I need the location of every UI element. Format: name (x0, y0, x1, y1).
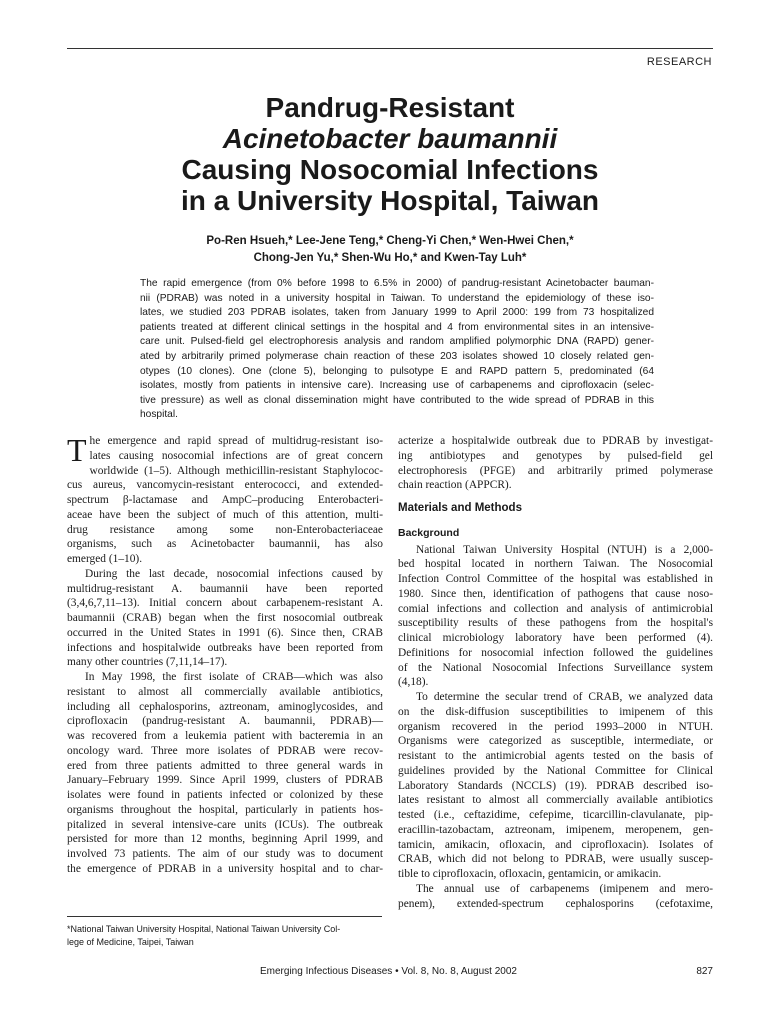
footnote-line-2: lege of Medicine, Taipei, Taiwan (67, 937, 194, 947)
title-line-2: Acinetobacter baumannii (222, 123, 558, 154)
abstract-line: hospital. (140, 409, 178, 421)
body-line: During the last decade, nosocomial infections caused by (85, 567, 383, 580)
body-line: many other countries (7,11,14–17). (67, 656, 228, 669)
drop-cap: T (67, 432, 87, 468)
body-line: January–February 1999. Since April 1999, clusters of PDRAB (67, 774, 383, 787)
abstract (140, 277, 654, 423)
body-line: organism recovered in the period 1993–2000 in NTUH. (398, 720, 713, 733)
body-line: he emergence and rapid spread of multidrug-resistant iso- (89, 435, 383, 447)
body-line: resistant to the antimicrobial agents tested on the basis of (398, 750, 713, 762)
body-line: pitalized in several intensive-care units (ICUs). The outbreak (67, 818, 383, 831)
body-line: The annual use of carbapenems (imipenem and mero- (416, 882, 713, 895)
body-line: To determine the secular trend of CRAB, we analyzed data (416, 691, 713, 703)
body-line: chain reaction (APPCR). (398, 479, 512, 492)
body-line: tible to ciprofloxacin, ofloxacin, gentamicin, or amikacin. (398, 868, 662, 880)
title-line-4: in a University Hospital, Taiwan (180, 185, 600, 216)
body-line: baumannii (CRAB) began when the first nosocomial outbreak (67, 612, 383, 624)
body-line: organisms throughout the hospital, particularly in patients hos- (67, 803, 383, 816)
body-line: 1980. Since then, identification of pathogens that cause noso- (398, 587, 713, 600)
title-line-3: Causing Nosocomial Infections (181, 154, 599, 185)
abstract-line: nii (PDRAB) was noted in a university hospital in Taiwan. To understand the epidemiology of these iso- (140, 292, 654, 304)
author-list (67, 233, 713, 267)
journal-citation: Emerging Infectious Diseases • Vol. 8, No. 8, August 2002 (260, 966, 517, 977)
page-number: 827 (696, 966, 713, 977)
body-line: lates resistant to almost all commercially available antibiotics (398, 794, 713, 807)
article-title (67, 92, 713, 216)
body-line: of the National Nosocomial Infections Surveillance system (398, 661, 713, 674)
body-line: clinical microbiology laboratory have been performed (4). (398, 632, 713, 644)
body-line: ing antibiotypes and genotypes by pulsed-field gel (398, 449, 713, 462)
abstract-line: The rapid emergence (from 0% before 1998 to 6.5% in 2000) of pandrug-resistant Acinetobacter bauman- (140, 278, 654, 289)
footnote-rule (67, 916, 382, 917)
body-line: ered from three patients admitted to three general wards in (67, 759, 383, 772)
body-line: infections and hospitalwide outbreaks have been reported from (67, 641, 383, 654)
abstract-line: ated by arbitrarily primed polymerase chain reaction of these 203 isolates showed 10 closely related gen- (140, 350, 654, 362)
abstract-line: tive pressure) as well as clonal dissemination might have contributed to the wide spread of PDRAB in this (140, 394, 654, 406)
body-line: susceptibility results of these pathogens from the hospital's (398, 617, 713, 630)
body-line: electrophoresis (PFGE) and arbitrarily primed polymerase (398, 464, 713, 477)
abstract-line: patients treated at different clinical settings in the hospital and 4 from environmental sites in an intensive- (140, 321, 654, 333)
section-heading: Materials and Methods (398, 502, 522, 514)
body-line: resistant to almost all commercially available antibiotics, (67, 685, 383, 698)
body-line: occurred in the United States in 1991 (6). Since then, CRAB (67, 626, 383, 639)
body-line: persisted for more than 12 months, beginning April 1999, and (67, 833, 383, 846)
abstract-line: isolates, mostly from patients in intensive care). Increasing use of carbapenems and ciprofloxacin (selec- (140, 380, 654, 392)
body-line: Laboratory Standards (NCCLS) (19). PDRAB described iso- (398, 779, 713, 792)
body-line: In May 1998, the first isolate of CRAB—which was also (85, 671, 383, 683)
title-line-1: Pandrug-Resistant (265, 92, 515, 123)
body-line: Definitions for nosocomial infection followed the guidelines (398, 646, 713, 659)
body-line: involved 73 patients. The aim of our study was to document (67, 848, 383, 860)
subsection-heading: Background (398, 526, 460, 539)
body-line: tamicin, amikacin, ofloxacin, and ciprofloxacin). Isolates of (398, 838, 713, 851)
body-line: emerged (1–10). (67, 553, 143, 565)
body-line: including all cephalosporins, aztreonam, aminoglycosides, and (67, 700, 383, 713)
abstract-line: care unit. Pulsed-field gel electrophoresis analysis and random amplified polymorphic DNA (RAPD) gener- (140, 336, 654, 348)
body-line: oncology ward. Three more isolates of PDRAB were recov- (67, 744, 383, 757)
body-line: the emergence of PDRAB in a university hospital and to char- (67, 862, 383, 875)
body-line: ciprofloxacin (pandrug-resistant A. baumannii, PDRAB)— (67, 715, 383, 728)
body-line: bed hospital located in northern Taiwan. The Nosocomial (398, 558, 713, 571)
body-column-left (67, 434, 383, 877)
body-line: comial infections and collection and analysis of antimicrobial (398, 602, 713, 615)
abstract-line: otypes (10 clones). One (clone 5), belonging to pulsotype E and RAPD pattern 5, predominated (64 (140, 365, 654, 377)
body-line: worldwide (1–5). Although methicillin-resistant Staphylococ- (89, 464, 383, 477)
body-line: cus aureus, vancomycin-resistant enterococci, and extended- (67, 479, 383, 492)
body-line: multidrug-resistant A. baumannii have been reported (67, 582, 383, 595)
body-line: CRAB, which did not belong to PDRAB, were usually suscep- (398, 853, 713, 866)
section-label: RESEARCH (646, 56, 712, 68)
abstract-line: lates, we studied 203 PDRAB isolates, taken from January 1999 to April 2000: 199 from 73 hospitalized (140, 307, 654, 319)
body-line: acterize a hospitalwide outbreak due to PDRAB by investigat- (398, 435, 713, 447)
authors-line-1: Po-Ren Hsueh,* Lee-Jene Teng,* Cheng-Yi Chen,* Wen-Hwei Chen,* (206, 235, 574, 247)
body-line: eracillin-tazobactam, aztreonam, imipenem, meropenem, gen- (398, 823, 713, 836)
body-column-right (398, 434, 713, 911)
body-line: Organisms were categorized as susceptible, intermediate, or (398, 735, 713, 748)
body-line: aceae have been the subject of much of this attention, multi- (67, 508, 383, 521)
body-line: guidelines provided by the National Committee for Clinical (398, 764, 713, 777)
body-line: drug resistance among some non-Enterobacteriaceae (67, 523, 383, 536)
body-line: organisms, such as Acinetobacter baumannii, has also (67, 538, 383, 551)
body-line: on the disk-diffusion susceptibilities to imipenem of this (398, 705, 713, 718)
body-line: lates causing nosocomial infections are of great concern (89, 449, 383, 462)
body-line: National Taiwan University Hospital (NTUH) is a 2,000- (416, 543, 713, 556)
body-line: spectrum β-lactamase and AmpC–producing Enterobacteri- (67, 494, 383, 506)
body-line: penem), extended-spectrum cephalosporins (cefotaxime, (398, 897, 713, 910)
authors-line-2: Chong-Jen Yu,* Shen-Wu Ho,* and Kwen-Tay Luh* (253, 252, 527, 264)
body-line: Infection Control Committee of the hospital was established in (398, 573, 713, 585)
affiliation-footnote (67, 923, 383, 949)
body-line: isolates were found in patients infected or colonized by these (67, 789, 383, 801)
body-line: (3,4,6,7,11–13). Initial concern about carbapenem-resistant A. (67, 597, 383, 610)
body-line: tested (i.e., ceftazidime, cefepime, ticarcillin-clavulanate, pip- (398, 809, 713, 821)
body-line: was recovered from a leukemia patient with bacteremia in an (67, 730, 383, 742)
footnote-line-1: *National Taiwan University Hospital, National Taiwan University Col- (67, 924, 341, 934)
top-rule (67, 48, 713, 49)
body-line: (4,18). (398, 676, 429, 689)
